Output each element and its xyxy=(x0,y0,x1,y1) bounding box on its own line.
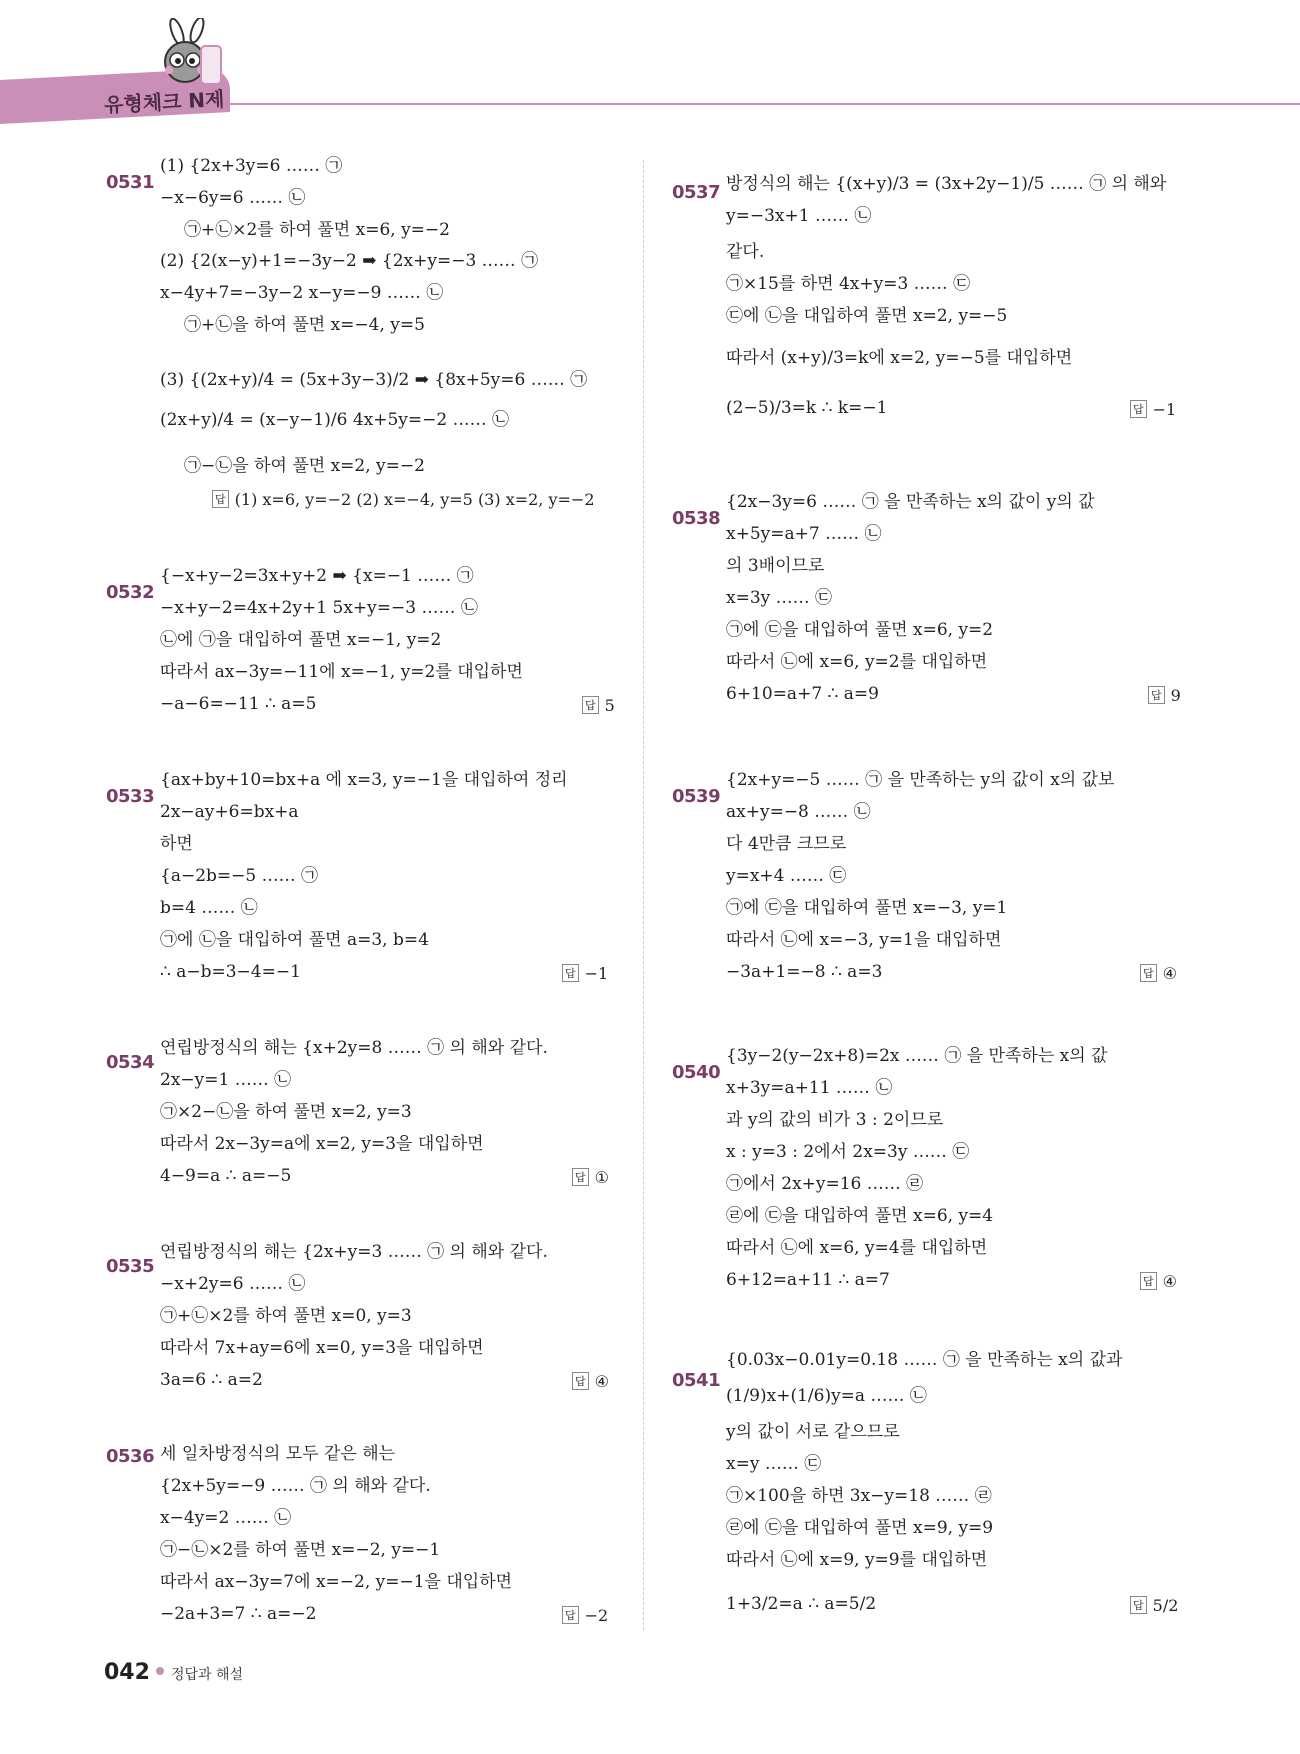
solution-line: 3a=6 ∴ a=2 xyxy=(160,1370,263,1390)
solution-line: 의 3배이므로 xyxy=(726,556,825,576)
answer-tag: 답 xyxy=(572,1168,589,1186)
answer xyxy=(572,1372,609,1391)
solution-line: 2x−ay+6=bx+a xyxy=(160,802,299,822)
column-divider xyxy=(643,160,644,1630)
solution-line: 2x−y=1 …… ㉡ xyxy=(160,1070,292,1090)
answer-tag: 답 xyxy=(1140,964,1157,982)
answer-value: −2 xyxy=(584,1606,609,1625)
solution-line: y=x+4 …… ㉢ xyxy=(726,866,847,886)
solution-line: 6+10=a+7 ∴ a=9 xyxy=(726,684,879,704)
solution-line: −a−6=−11 ∴ a=5 xyxy=(160,694,317,714)
footer-bullet-icon xyxy=(156,1667,164,1675)
answer xyxy=(1130,1596,1178,1615)
solution-line: 6+12=a+11 ∴ a=7 xyxy=(726,1270,890,1290)
solution-line: x=3y …… ㉢ xyxy=(726,588,833,608)
solution-line: {2x−3y=6 …… ㉠ 을 만족하는 x의 값이 y의 값 xyxy=(726,492,1095,512)
solution-line: {2x+5y=−9 …… ㉠ 의 해와 같다. xyxy=(160,1476,431,1496)
solution-line: x=y …… ㉢ xyxy=(726,1454,822,1474)
answer-tag: 답 xyxy=(1130,1596,1147,1614)
solution-line: ㉠+㉡×2를 하여 풀면 x=0, y=3 xyxy=(160,1306,412,1326)
solution-line: −x−6y=6 …… ㉡ xyxy=(160,188,306,208)
solution-line: 따라서 ax−3y=7에 x=−2, y=−1을 대입하면 xyxy=(160,1572,513,1592)
solution-line: 따라서 ㉡에 x=6, y=2를 대입하면 xyxy=(726,652,988,672)
answer-value: −1 xyxy=(584,964,609,983)
solution-line: ㉠에 ㉡을 대입하여 풀면 a=3, b=4 xyxy=(160,930,429,950)
solution-line: ㉠에서 2x+y=16 …… ㉣ xyxy=(726,1174,924,1194)
solution-line: ㉠−㉡을 하여 풀면 x=2, y=−2 xyxy=(184,456,425,476)
problem-number: 0540 xyxy=(672,1062,721,1083)
header-rule xyxy=(200,103,1300,105)
solution-line: ax+y=−8 …… ㉡ xyxy=(726,802,871,822)
solution-line: ∴ a−b=3−4=−1 xyxy=(160,962,301,982)
solution-line: (3) {(2x+y)/4 = (5x+3y−3)/2 ➡ {8x+5y=6 …… ㉠ xyxy=(160,370,588,390)
page-number: 042 xyxy=(104,1660,150,1685)
solution-line: 4−9=a ∴ a=−5 xyxy=(160,1166,292,1186)
solution-line: ㉠×100을 하면 3x−y=18 …… ㉣ xyxy=(726,1486,992,1506)
solution-line: b=4 …… ㉡ xyxy=(160,898,258,918)
solution-line: (1/9)x+(1/6)y=a …… ㉡ xyxy=(726,1386,927,1406)
answer-value: ④ xyxy=(1162,964,1177,983)
solution-line: ㉠−㉡×2를 하여 풀면 x=−2, y=−1 xyxy=(160,1540,441,1560)
solution-line: 따라서 (x+y)/3=k에 x=2, y=−5를 대입하면 xyxy=(726,348,1073,368)
answer xyxy=(582,696,615,715)
solution-line: (2−5)/3=k ∴ k=−1 xyxy=(726,398,888,418)
solution-line: −x+y−2=4x+2y+1 5x+y=−3 …… ㉡ xyxy=(160,598,478,618)
answer-value: ④ xyxy=(594,1372,609,1391)
solution-line: 연립방정식의 해는 {2x+y=3 …… ㉠ 의 해와 같다. xyxy=(160,1242,548,1262)
answer xyxy=(212,490,595,509)
solution-line: {2x+y=−5 …… ㉠ 을 만족하는 y의 값이 x의 값보 xyxy=(726,770,1115,790)
solution-line: {−x+y−2=3x+y+2 ➡ {x=−1 …… ㉠ xyxy=(160,566,474,586)
solution-line: ㉡에 ㉠을 대입하여 풀면 x=−1, y=2 xyxy=(160,630,442,650)
problem-number: 0541 xyxy=(672,1370,721,1391)
solution-line: {ax+by+10=bx+a 에 x=3, y=−1을 대입하여 정리 xyxy=(160,770,568,790)
solution-line: −2a+3=7 ∴ a=−2 xyxy=(160,1604,317,1624)
solution-line: x : y=3 : 2에서 2x=3y …… ㉢ xyxy=(726,1142,970,1162)
problem-number: 0532 xyxy=(106,582,155,603)
solution-line: 과 y의 값의 비가 3 : 2이므로 xyxy=(726,1110,944,1130)
answer-value: 9 xyxy=(1170,686,1181,705)
answer-value: (1) x=6, y=−2 (2) x=−4, y=5 (3) x=2, y=−2 xyxy=(234,490,595,509)
answer-value: ④ xyxy=(1162,1272,1177,1291)
answer xyxy=(562,964,608,983)
answer-tag: 답 xyxy=(1140,1272,1157,1290)
solution-line: {a−2b=−5 …… ㉠ xyxy=(160,866,319,886)
answer-tag: 답 xyxy=(572,1372,589,1390)
problem-number: 0539 xyxy=(672,786,721,807)
solution-line: 세 일차방정식의 모두 같은 해는 xyxy=(160,1444,396,1464)
solution-line: y=−3x+1 …… ㉡ xyxy=(726,206,872,226)
solution-line: ㉠+㉡×2를 하여 풀면 x=6, y=−2 xyxy=(184,220,450,240)
answer xyxy=(562,1606,608,1625)
solution-line: 따라서 ㉡에 x=9, y=9를 대입하면 xyxy=(726,1550,988,1570)
solution-line: ㉠+㉡을 하여 풀면 x=−4, y=5 xyxy=(184,315,425,335)
solution-line: ㉠×2−㉡을 하여 풀면 x=2, y=3 xyxy=(160,1102,412,1122)
answer-tag: 답 xyxy=(562,1606,579,1624)
answer xyxy=(1140,1272,1177,1291)
solution-line: ㉠에 ㉢을 대입하여 풀면 x=6, y=2 xyxy=(726,620,994,640)
answer-value: ① xyxy=(594,1168,609,1187)
solution-line: 방정식의 해는 {(x+y)/3 = (3x+2y−1)/5 …… ㉠ 의 해와 xyxy=(726,174,1167,194)
answer xyxy=(1130,400,1176,419)
solution-line: {0.03x−0.01y=0.18 …… ㉠ 을 만족하는 x의 값과 xyxy=(726,1350,1123,1370)
solution-line: x+3y=a+11 …… ㉡ xyxy=(726,1078,893,1098)
solution-line: 따라서 ax−3y=−11에 x=−1, y=2를 대입하면 xyxy=(160,662,523,682)
solution-line: ㉣에 ㉢을 대입하여 풀면 x=9, y=9 xyxy=(726,1518,994,1538)
solution-line: −x+2y=6 …… ㉡ xyxy=(160,1274,306,1294)
solution-line: 같다. xyxy=(726,242,765,262)
problem-number: 0531 xyxy=(106,172,155,193)
answer-value: 5 xyxy=(604,696,615,715)
solution-line: 따라서 7x+ay=6에 x=0, y=3을 대입하면 xyxy=(160,1338,484,1358)
answer-value: −1 xyxy=(1152,400,1177,419)
solution-line: ㉣에 ㉢을 대입하여 풀면 x=6, y=4 xyxy=(726,1206,994,1226)
solution-line: 따라서 ㉡에 x=−3, y=1을 대입하면 xyxy=(726,930,1002,950)
solution-line: x−4y+7=−3y−2 x−y=−9 …… ㉡ xyxy=(160,283,444,303)
rabbit-mascot-icon xyxy=(155,18,225,90)
answer xyxy=(572,1168,609,1187)
answer-tag: 답 xyxy=(562,964,579,982)
solution-line: ㉠×15를 하면 4x+y=3 …… ㉢ xyxy=(726,274,971,294)
solution-line: (2) {2(x−y)+1=−3y−2 ➡ {2x+y=−3 …… ㉠ xyxy=(160,251,539,271)
solution-line: 다 4만큼 크므로 xyxy=(726,834,847,854)
solution-line: 하면 xyxy=(160,834,193,854)
solution-line: ㉠에 ㉢을 대입하여 풀면 x=−3, y=1 xyxy=(726,898,1008,918)
solution-line: 연립방정식의 해는 {x+2y=8 …… ㉠ 의 해와 같다. xyxy=(160,1038,548,1058)
answer xyxy=(1148,686,1181,705)
problem-number: 0534 xyxy=(106,1052,155,1073)
problem-number: 0535 xyxy=(106,1256,155,1277)
footer-section-label: 정답과 해설 xyxy=(171,1667,244,1683)
solution-line: 따라서 ㉡에 x=6, y=4를 대입하면 xyxy=(726,1238,988,1258)
solution-line: {3y−2(y−2x+8)=2x …… ㉠ 을 만족하는 x의 값 xyxy=(726,1046,1108,1066)
solution-line: (2x+y)/4 = (x−y−1)/6 4x+5y=−2 …… ㉡ xyxy=(160,410,509,430)
answer-tag: 답 xyxy=(212,490,229,508)
solution-line: x−4y=2 …… ㉡ xyxy=(160,1508,292,1528)
solution-line: 따라서 2x−3y=a에 x=2, y=3을 대입하면 xyxy=(160,1134,484,1154)
problem-number: 0537 xyxy=(672,182,721,203)
problem-number: 0538 xyxy=(672,508,721,529)
answer-tag: 답 xyxy=(1130,400,1147,418)
answer-tag: 답 xyxy=(1148,686,1165,704)
solution-line: ㉢에 ㉡을 대입하여 풀면 x=2, y=−5 xyxy=(726,306,1008,326)
solution-line: (1) {2x+3y=6 …… ㉠ xyxy=(160,156,343,176)
solution-line: −3a+1=−8 ∴ a=3 xyxy=(726,962,883,982)
page-header-title: 유형체크 N제 xyxy=(103,86,225,118)
answer-tag: 답 xyxy=(582,696,599,714)
problem-number: 0536 xyxy=(106,1446,155,1467)
solution-line: y의 값이 서로 같으므로 xyxy=(726,1422,900,1442)
answer-value: 5/2 xyxy=(1152,1596,1179,1615)
answer xyxy=(1140,964,1177,983)
problem-number: 0533 xyxy=(106,786,155,807)
solution-line: x+5y=a+7 …… ㉡ xyxy=(726,524,882,544)
solution-line: 1+3/2=a ∴ a=5/2 xyxy=(726,1594,877,1614)
